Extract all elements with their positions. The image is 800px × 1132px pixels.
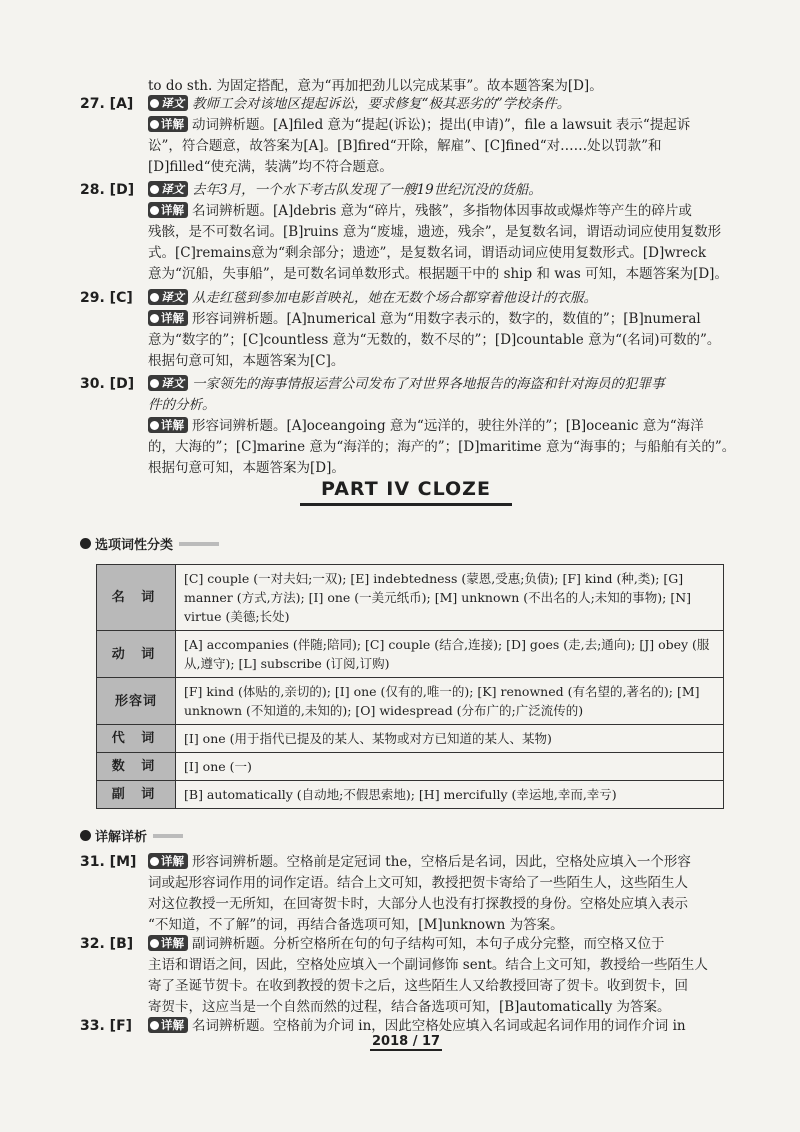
detail-line: 对这位教授一无所知，在回寄贺卡时，大部分人也没有打探教授的身份。空格处应填入表示 — [148, 896, 688, 912]
detail-line: 讼”，符合题意，故答案为[A]。[B]fired“开除，解雇”、[C]fined“对……处以罚款”和 — [148, 138, 662, 154]
row-content: [B] automatically (自动地;不假思索地); [H] mercifully (幸运地,幸而,幸亏) — [176, 781, 724, 809]
translation-tag: 译文 — [148, 95, 188, 111]
answer-number: 28. [D] — [80, 182, 135, 198]
answer-number: 30. [D] — [80, 376, 135, 392]
row-content: [A] accompanies (伴随;陪同); [C] couple (结合,连接); [D] goes (走,去;通向); [J] obey (服从,遵守); [L] subscribe (订阅,订购) — [176, 631, 724, 678]
section-title: 选项词性分类 — [95, 538, 174, 553]
answer-number: 31. [M] — [80, 854, 137, 870]
pin-icon — [150, 314, 159, 323]
pin-icon — [150, 939, 159, 948]
detail-line: 意为“沉船，失事船”，是可数名词单数形式。根据题干中的 ship 和 was 可知，本题答案为[D]。 — [148, 266, 728, 282]
table-row — [97, 678, 724, 725]
pos-table — [96, 564, 724, 809]
detail-line: 名词辨析题。[A]debris 意为“碎片，残骸”，多指物体因事故或爆炸等产生的碎片或 — [192, 203, 692, 219]
pin-icon — [150, 857, 159, 866]
detail-line: 根据句意可知，本题答案为[C]。 — [148, 353, 345, 369]
row-label: 代 词 — [97, 725, 176, 753]
detail-line: 形容词辨析题。[A]oceangoing 意为“远洋的，驶往外洋的”；[B]oceanic 意为“海洋 — [192, 418, 704, 434]
pin-icon — [150, 293, 159, 302]
answer-number: 27. [A] — [80, 96, 134, 112]
detail-tag: 详解 — [148, 853, 188, 869]
table-row — [97, 781, 724, 809]
translation-text: 教师工会对该地区提起诉讼，要求修复“极其恶劣的”学校条件。 — [192, 96, 571, 112]
detail-tag: 详解 — [148, 417, 188, 433]
detail-line: 词或起形容词作用的词作定语。结合上文可知，教授把贺卡寄给了一些陌生人，这些陌生人 — [148, 875, 688, 891]
detail-line: 意为“数字的”；[C]countless 意为“无数的，数不尽的”；[D]countable 意为“(名词)可数的”。 — [148, 332, 721, 348]
detail-line: 残骸，是不可数名词。[B]ruins 意为“废墟，遗迹，残余”，是复数名词，谓语动词应使用复数形 — [148, 224, 722, 240]
answer-number: 29. [C] — [80, 290, 133, 306]
detail-line: 寄贺卡，这应当是一个自然而然的过程，结合备选项可知，[B]automatically 为答案。 — [148, 999, 671, 1015]
detail-line: [D]filled“使充满，装满”均不符合题意。 — [148, 159, 393, 175]
page-number: 2018 / 17 — [372, 1034, 441, 1049]
row-content: [F] kind (体贴的,亲切的); [I] one (仅有的,唯一的); [K] renowned (有名望的,著名的); [M] unknown (不知道的,未知的); [O] widespread (分布广的;广泛流传的) — [176, 678, 724, 725]
detail-tag: 详解 — [148, 202, 188, 218]
bullet-icon — [80, 830, 91, 841]
translation-text: 去年3月，一个水下考古队发现了一艘19世纪沉没的货船。 — [192, 182, 542, 198]
detail-line: 式。[C]remains意为“剩余部分；遗迹”，是复数名词，谓语动词应使用复数形式。[D]wreck — [148, 245, 706, 261]
detail-line: “不知道，不了解”的词，再结合备选项可知，[M]unknown 为答案。 — [148, 917, 564, 933]
row-label: 动 词 — [97, 631, 176, 678]
detail-line: 主语和谓语之间，因此，空格处应填入一个副词修饰 sent。结合上文可知，教授给一些陌生人 — [148, 957, 708, 973]
answer-number: 33. [F] — [80, 1018, 133, 1034]
translation-tag: 译文 — [148, 375, 188, 391]
section-bar — [179, 542, 219, 546]
section-header-pos — [80, 534, 219, 553]
section-header-detail — [80, 826, 183, 845]
detail-line: 根据句意可知，本题答案为[D]。 — [148, 460, 345, 476]
pin-icon — [150, 99, 159, 108]
table-row — [97, 753, 724, 781]
pin-icon — [150, 379, 159, 388]
translation-tag: 译文 — [148, 181, 188, 197]
table-row — [97, 725, 724, 753]
bullet-icon — [80, 538, 91, 549]
pin-icon — [150, 206, 159, 215]
detail-tag: 详解 — [148, 935, 188, 951]
row-label: 名 词 — [97, 565, 176, 631]
detail-line: 寄了圣诞节贺卡。在收到教授的贺卡之后，这些陌生人又给教授回寄了贺卡。收到贺卡，回 — [148, 978, 688, 994]
section-bar — [153, 834, 183, 838]
translation-text: 件的分析。 — [148, 397, 216, 413]
detail-tag: 详解 — [148, 1017, 188, 1033]
translation-tag: 译文 — [148, 289, 188, 305]
detail-tag: 详解 — [148, 116, 188, 132]
title-underline — [300, 503, 512, 506]
detail-line: 副词辨析题。分析空格所在句的句子结构可知，本句子成分完整，而空格又位于 — [192, 936, 665, 952]
detail-line: 动词辨析题。[A]filed 意为“提起(诉讼)；提出(申请)”，file a lawsuit 表示“提起诉 — [192, 117, 691, 133]
row-content: [I] one (用于指代已提及的某人、某物或对方已知道的某人、某物) — [176, 725, 724, 753]
pin-icon — [150, 185, 159, 194]
answer-number: 32. [B] — [80, 936, 134, 952]
detail-tag: 详解 — [148, 310, 188, 326]
pin-icon — [150, 120, 159, 129]
detail-line: 名词辨析题。空格前为介词 in，因此空格处应填入名词或起名词作用的词作介词 in — [192, 1018, 686, 1034]
table-row — [97, 631, 724, 678]
detail-line: 形容词辨析题。空格前是定冠词 the，空格后是名词，因此，空格处应填入一个形容 — [192, 854, 691, 870]
section-title: 详解详析 — [95, 830, 148, 845]
detail-line: 的，大海的”；[C]marine 意为“海洋的；海产的”；[D]maritime 意为“海事的；与船舶有关的”。 — [148, 439, 736, 455]
pin-icon — [150, 421, 159, 430]
row-label: 副 词 — [97, 781, 176, 809]
row-label: 数 词 — [97, 753, 176, 781]
row-content: [I] one (一) — [176, 753, 724, 781]
part-title: PART IV CLOZE — [321, 478, 491, 500]
translation-text: 一家领先的海事情报运营公司发布了对世界各地报告的海盗和针对海员的犯罪事 — [192, 376, 665, 392]
row-content: [C] couple (一对夫妇;一双); [E] indebtedness (蒙恩,受惠;负债); [F] kind (种,类); [G] manner (方式,方法); [I] one (一美元纸币); [M] unknown (不出名的人;未知的事物); [N] virtue (美德;长处) — [176, 565, 724, 631]
row-label: 形容词 — [97, 678, 176, 725]
translation-text: 从走红毯到参加电影首映礼，她在无数个场合都穿着他设计的衣服。 — [192, 290, 597, 306]
table-row — [97, 565, 724, 631]
continuation-text: to do sth. 为固定搭配，意为“再加把劲儿以完成某事”。故本题答案为[D]。 — [148, 78, 603, 94]
detail-line: 形容词辨析题。[A]numerical 意为“用数字表示的，数字的，数值的”；[B]numeral — [192, 311, 701, 327]
pin-icon — [150, 1021, 159, 1030]
